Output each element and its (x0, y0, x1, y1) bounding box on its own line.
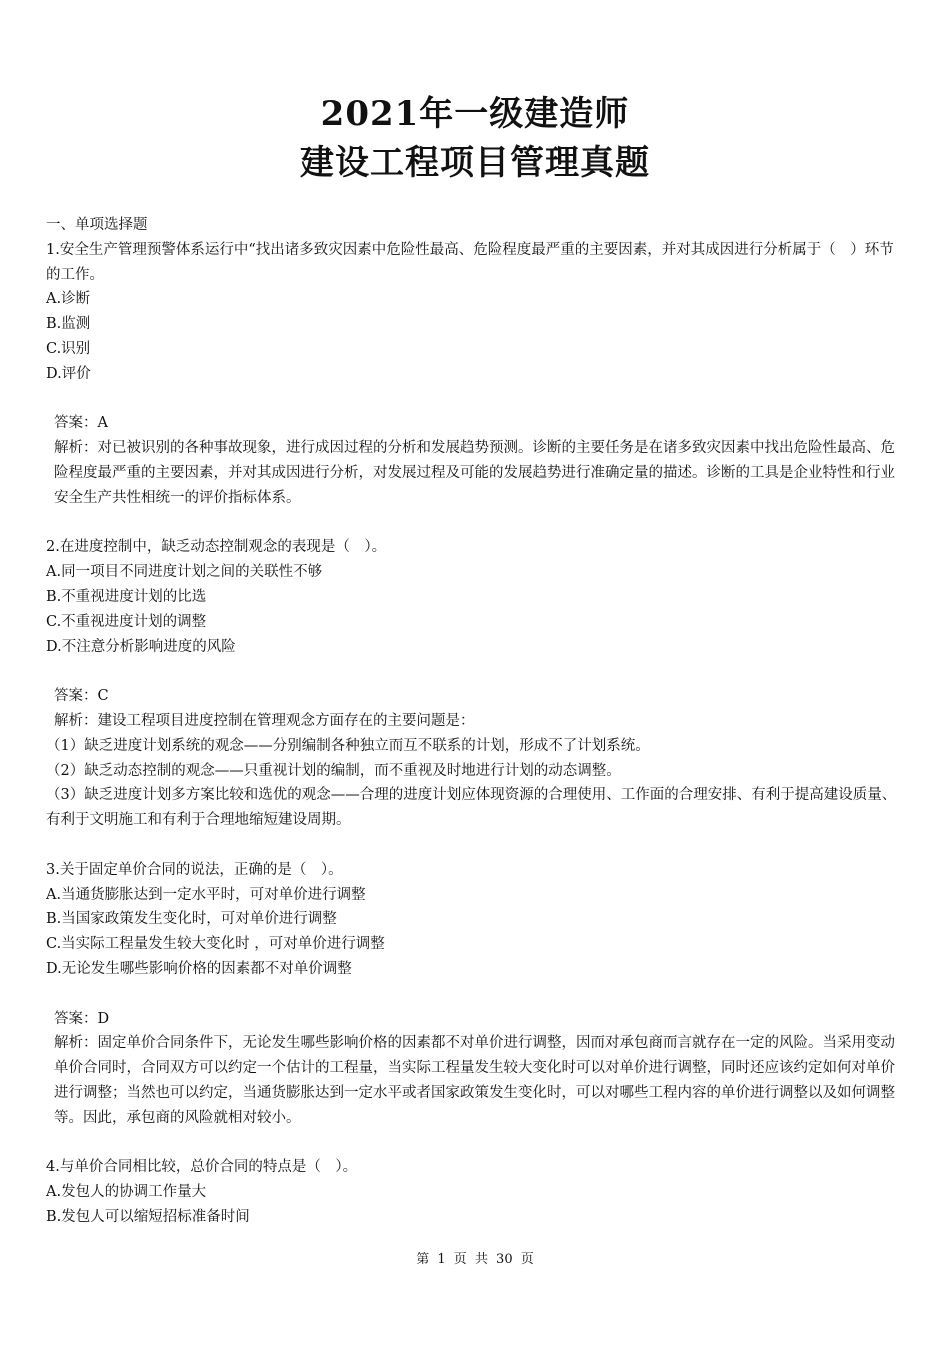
analysis-point: （2）缺乏动态控制的观念——只重视计划的编制，而不重视及时地进行计划的动态调整。 (46, 762, 621, 779)
document-title-line1: 2021年一级建造师 (320, 94, 630, 134)
question-stem: 3.关于固定单价合同的说法，正确的是（ ）。 (46, 861, 343, 878)
option: A.诊断 (46, 291, 91, 308)
answer: 答案：A (54, 415, 108, 432)
question-stem: 1.安全生产管理预警体系运行中“找出诸多致灾因素中危险性最高、危险程度最严重的主要因素，并对其成因进行分析属于（ ）环节的工作。 (46, 241, 894, 283)
document-body (46, 213, 908, 1230)
question-stem: 4.与单价合同相比较，总价合同的特点是（ ）。 (46, 1159, 358, 1176)
analysis: 解析：固定单价合同条件下，无论发生哪些影响价格的因素都不对单价进行调整，因而对承包商而言就存在一定的风险。当采用变动单价合同时，合同双方可以约定一个估计的工程量，当实际工程量发生较大变化时可以对单价进行调整，同时还应该约定如何对单价进行调整；当然也可以约定，当通货膨胀达到一定水平或者国家政策发生变化时，可以对哪些工程内容的单价进行调整以及如何调整等。因此，承包商的风险就相对较小。 (54, 1035, 895, 1126)
option: B.不重视进度计划的比选 (46, 588, 207, 605)
question-4 (46, 1155, 908, 1229)
option: C.当实际工程量发生较大变化时 ，可对单价进行调整 (46, 936, 385, 953)
option: A.发包人的协调工作量大 (46, 1184, 207, 1201)
option: C.识别 (46, 340, 91, 357)
option: C.不重视进度计划的调整 (46, 613, 207, 630)
question-1 (46, 238, 908, 511)
document-title-line2: 建设工程项目管理真题 (300, 143, 650, 183)
page-footer: 第 1 页 共 30 页 (416, 1252, 534, 1267)
analysis: 解析：建设工程项目进度控制在管理观念方面存在的主要问题是： (54, 712, 475, 729)
option: D.评价 (46, 365, 91, 382)
section-heading: 一、单项选择题 (46, 217, 148, 233)
option: D.不注意分析影响进度的风险 (46, 638, 236, 655)
question-3 (46, 858, 908, 1131)
answer: 答案：D (54, 1010, 110, 1027)
question-stem: 2.在进度控制中，缺乏动态控制观念的表现是（ ）。 (46, 539, 387, 556)
option: B.发包人可以缩短招标准备时间 (46, 1208, 250, 1225)
analysis-point: （3）缺乏进度计划多方案比较和选优的观念——合理的进度计划应体现资源的合理使用、工作面的合理安排、有利于提高建设质量、有利于文明施工和有利于合理地缩短建设周期。 (46, 787, 897, 829)
option: B.监测 (46, 316, 91, 333)
option: A.同一项目不同进度计划之间的关联性不够 (46, 564, 323, 581)
option: A.当通货膨胀达到一定水平时，可对单价进行调整 (46, 886, 366, 903)
option: B.当国家政策发生变化时，可对单价进行调整 (46, 911, 337, 928)
question-2 (46, 535, 908, 833)
analysis: 解析：对已被识别的各种事故现象，进行成因过程的分析和发展趋势预测。诊断的主要任务是在诸多致灾因素中找出危险性最高、危险程度最严重的主要因素，并对其成因进行分析，对发展过程及可能的发展趋势进行准确定量的描述。诊断的工具是企业特性和行业安全生产共性相统一的评价指标体系。 (54, 440, 895, 506)
option: D.无论发生哪些影响价格的因素都不对单价调整 (46, 960, 352, 977)
answer: 答案：C (54, 688, 109, 705)
analysis-point: （1）缺乏进度计划系统的观念——分别编制各种独立而互不联系的计划，形成不了计划系统。 (46, 737, 650, 754)
